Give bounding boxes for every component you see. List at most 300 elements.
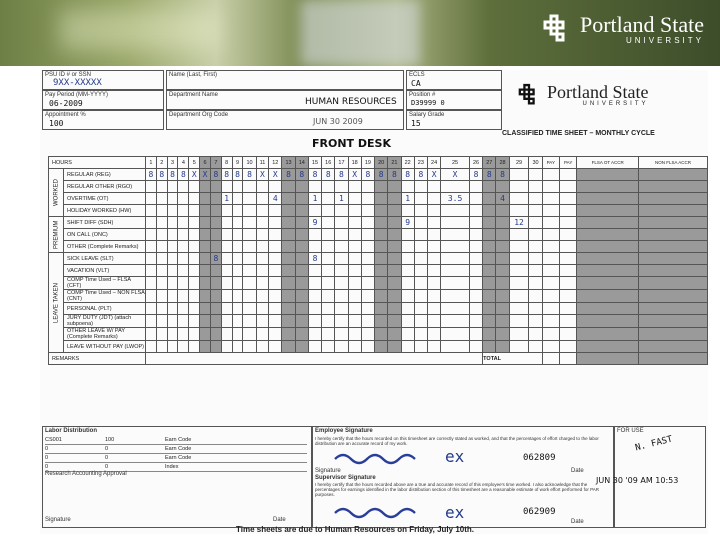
day-cell — [167, 303, 178, 315]
day-cell — [509, 229, 529, 241]
extra-cell — [559, 241, 576, 253]
day-cell — [483, 181, 496, 193]
extra-cell — [639, 290, 708, 303]
day-cell — [361, 303, 374, 315]
day-cell: 8 — [146, 169, 157, 181]
day-cell — [308, 229, 321, 241]
day-cell — [156, 193, 167, 205]
day-cell — [232, 290, 243, 303]
form-title: CLASSIFIED TIME SHEET – MONTHLY CYCLE — [502, 130, 655, 137]
hours-header: HOURS — [49, 157, 146, 169]
day-cell — [401, 277, 414, 290]
row-label: SICK LEAVE (SLT) — [64, 253, 146, 265]
day-cell — [146, 193, 157, 205]
day-cell — [509, 241, 529, 253]
grid-row — [49, 328, 708, 341]
row-label: REGULAR OTHER (RGO) — [64, 181, 146, 193]
labor-index: 0 — [45, 455, 49, 461]
day-cell — [427, 205, 440, 217]
day-cell — [200, 181, 211, 193]
day-cell — [529, 181, 542, 193]
day-cell — [427, 303, 440, 315]
day-cell — [221, 341, 232, 353]
day-cell — [210, 341, 221, 353]
labor-code: Earn Code — [165, 455, 192, 461]
day-cell — [295, 181, 308, 193]
extra-cell — [559, 205, 576, 217]
day-cell — [401, 265, 414, 277]
extra-cell — [639, 265, 708, 277]
remarks-area — [146, 353, 483, 365]
extra-cell — [639, 181, 708, 193]
day-cell — [529, 341, 542, 353]
extra-cell — [639, 169, 708, 181]
day-cell — [178, 217, 189, 229]
day-cell — [243, 328, 256, 341]
day-cell — [469, 315, 482, 328]
day-cell: 8 — [210, 169, 221, 181]
day-cell — [221, 277, 232, 290]
day-cell — [269, 265, 282, 277]
day-cell — [295, 229, 308, 241]
day-cell — [189, 205, 200, 217]
total-cell — [577, 353, 639, 365]
day-cell — [295, 328, 308, 341]
day-cell: X — [200, 169, 211, 181]
day-cell — [232, 229, 243, 241]
day-cell — [483, 315, 496, 328]
day-cell — [167, 328, 178, 341]
day-cell — [469, 241, 482, 253]
day-cell — [529, 277, 542, 290]
day-cell — [375, 241, 388, 253]
day-cell — [414, 315, 427, 328]
day-cell — [388, 193, 401, 205]
day-cell — [348, 290, 361, 303]
day-cell — [441, 277, 470, 290]
day-cell — [496, 229, 509, 241]
day-cell — [189, 241, 200, 253]
day-cell — [414, 229, 427, 241]
extra-cell — [639, 341, 708, 353]
timesheet-document — [40, 70, 708, 534]
day-cell — [178, 241, 189, 253]
grid-row — [49, 205, 708, 217]
extra-cell — [577, 265, 639, 277]
day-cell — [496, 341, 509, 353]
day-header: 27 — [483, 157, 496, 169]
day-cell — [427, 341, 440, 353]
psu-id-label: PSU ID # or SSN — [45, 72, 92, 78]
day-cell — [295, 290, 308, 303]
day-header: 14 — [295, 157, 308, 169]
day-cell: 1 — [335, 193, 348, 205]
day-cell — [388, 241, 401, 253]
day-cell — [388, 341, 401, 353]
day-cell — [210, 181, 221, 193]
day-cell — [189, 217, 200, 229]
day-cell — [221, 315, 232, 328]
extra-cell — [639, 229, 708, 241]
day-cell — [388, 181, 401, 193]
extra-cell — [559, 277, 576, 290]
day-cell — [308, 303, 321, 315]
day-cell — [441, 205, 470, 217]
extra-cell — [577, 253, 639, 265]
day-cell — [427, 253, 440, 265]
day-cell — [243, 217, 256, 229]
day-header: 17 — [335, 157, 348, 169]
section-label: WORKED — [49, 169, 64, 217]
day-cell — [156, 265, 167, 277]
day-cell — [256, 229, 268, 241]
extra-cell — [542, 290, 559, 303]
day-cell: 3.5 — [441, 193, 470, 205]
day-cell — [221, 328, 232, 341]
dept-name-value: HUMAN RESOURCES — [305, 97, 397, 107]
day-cell — [361, 217, 374, 229]
day-cell: 8 — [308, 253, 321, 265]
day-cell — [375, 265, 388, 277]
employee-date-label: Date — [571, 468, 584, 474]
banner-blur — [60, 10, 220, 50]
extra-cell — [559, 265, 576, 277]
day-cell — [529, 205, 542, 217]
day-cell — [469, 217, 482, 229]
pay-period-box — [42, 90, 164, 110]
grid-row — [49, 290, 708, 303]
day-cell — [375, 277, 388, 290]
day-cell — [146, 181, 157, 193]
extra-cell — [542, 341, 559, 353]
day-cell — [256, 181, 268, 193]
total-cell — [559, 353, 576, 365]
day-cell — [414, 277, 427, 290]
day-cell: 4 — [496, 193, 509, 205]
day-cell — [232, 303, 243, 315]
labor-row — [45, 436, 307, 445]
day-cell — [483, 241, 496, 253]
day-header: 26 — [469, 157, 482, 169]
day-cell — [178, 253, 189, 265]
day-cell — [388, 217, 401, 229]
day-cell — [282, 277, 295, 290]
day-cell — [269, 217, 282, 229]
day-cell — [401, 303, 414, 315]
extra-cell — [577, 328, 639, 341]
day-cell — [308, 328, 321, 341]
day-cell — [232, 328, 243, 341]
day-cell: 8 — [221, 169, 232, 181]
extra-cell — [577, 169, 639, 181]
day-cell — [414, 193, 427, 205]
day-cell — [189, 341, 200, 353]
day-cell — [308, 205, 321, 217]
day-cell — [388, 265, 401, 277]
extra-cell — [639, 217, 708, 229]
day-cell — [210, 229, 221, 241]
day-cell — [529, 265, 542, 277]
day-cell — [282, 241, 295, 253]
day-cell: 8 — [361, 169, 374, 181]
day-cell — [146, 315, 157, 328]
day-cell — [232, 241, 243, 253]
total-cell — [542, 353, 559, 365]
day-cell — [529, 253, 542, 265]
day-cell — [146, 253, 157, 265]
day-cell — [322, 181, 335, 193]
research-approval-label: Research Accounting Approval — [45, 471, 127, 477]
day-cell — [256, 241, 268, 253]
day-cell — [483, 193, 496, 205]
extra-cell — [559, 181, 576, 193]
day-cell: 1 — [308, 193, 321, 205]
day-cell — [322, 341, 335, 353]
extra-cell — [639, 205, 708, 217]
day-cell: 1 — [221, 193, 232, 205]
employee-sign-date: 062809 — [523, 453, 556, 463]
day-header: 6 — [200, 157, 211, 169]
day-cell: 8 — [282, 169, 295, 181]
day-cell: 8 — [322, 169, 335, 181]
day-cell — [243, 303, 256, 315]
day-cell — [427, 241, 440, 253]
day-cell — [282, 181, 295, 193]
row-label: SHIFT DIFF (SDH) — [64, 217, 146, 229]
day-cell — [282, 205, 295, 217]
day-cell: 8 — [178, 169, 189, 181]
day-cell — [483, 328, 496, 341]
day-cell — [256, 303, 268, 315]
day-cell — [256, 217, 268, 229]
day-cell — [388, 290, 401, 303]
day-cell — [200, 241, 211, 253]
grid-row — [49, 229, 708, 241]
day-cell — [361, 205, 374, 217]
day-cell — [427, 265, 440, 277]
day-cell — [441, 315, 470, 328]
day-cell — [210, 205, 221, 217]
day-cell — [189, 253, 200, 265]
day-cell — [167, 253, 178, 265]
day-cell — [269, 341, 282, 353]
day-cell — [375, 303, 388, 315]
day-cell — [441, 181, 470, 193]
day-cell — [529, 315, 542, 328]
day-cell — [210, 315, 221, 328]
day-cell — [348, 193, 361, 205]
day-cell — [529, 241, 542, 253]
labor-pct: 0 — [105, 464, 109, 470]
day-cell — [200, 303, 211, 315]
day-cell — [469, 205, 482, 217]
day-cell: 9 — [401, 217, 414, 229]
day-cell — [441, 303, 470, 315]
supervisor-date-label: Date — [571, 519, 584, 525]
day-header: 24 — [427, 157, 440, 169]
day-cell — [361, 229, 374, 241]
day-cell — [401, 253, 414, 265]
appointment-value: 100 — [49, 119, 64, 128]
day-cell — [388, 303, 401, 315]
day-cell — [469, 193, 482, 205]
day-cell — [156, 217, 167, 229]
day-cell — [441, 341, 470, 353]
day-cell — [189, 181, 200, 193]
day-cell — [441, 229, 470, 241]
day-header: 16 — [322, 157, 335, 169]
day-cell — [189, 193, 200, 205]
day-cell — [335, 265, 348, 277]
day-cell — [282, 328, 295, 341]
day-cell — [401, 341, 414, 353]
supervisor-signature: ex — [445, 503, 465, 522]
day-cell — [529, 290, 542, 303]
row-label: VACATION (VLT) — [64, 265, 146, 277]
day-cell: X — [427, 169, 440, 181]
day-cell: 8 — [295, 169, 308, 181]
day-cell — [146, 217, 157, 229]
day-cell — [496, 265, 509, 277]
day-cell — [469, 328, 482, 341]
day-cell — [509, 205, 529, 217]
day-cell — [156, 315, 167, 328]
labor-date-label: Date — [273, 517, 286, 523]
day-cell — [348, 315, 361, 328]
day-cell — [469, 290, 482, 303]
day-cell — [243, 341, 256, 353]
section-label: LEAVE TAKEN — [49, 253, 64, 353]
day-cell — [529, 303, 542, 315]
day-cell — [509, 265, 529, 277]
day-header: 25 — [441, 157, 470, 169]
day-cell — [221, 217, 232, 229]
day-cell — [414, 303, 427, 315]
name-label: Name (Last, First) — [169, 72, 218, 78]
ecls-label: ECLS — [409, 72, 425, 78]
day-header: 7 — [210, 157, 221, 169]
day-cell — [427, 277, 440, 290]
day-cell — [232, 181, 243, 193]
day-cell — [243, 205, 256, 217]
extra-cell — [559, 290, 576, 303]
psu-emblem-icon — [516, 82, 542, 108]
day-cell — [414, 241, 427, 253]
day-header: 15 — [308, 157, 321, 169]
day-cell — [335, 229, 348, 241]
labor-index: 0 — [45, 446, 49, 452]
day-header: 3 — [167, 157, 178, 169]
day-cell — [401, 229, 414, 241]
extra-cell — [542, 265, 559, 277]
day-header: 4 — [178, 157, 189, 169]
day-header: 29 — [509, 157, 529, 169]
extra-cell — [577, 315, 639, 328]
extra-cell — [542, 205, 559, 217]
day-cell — [256, 328, 268, 341]
day-cell — [509, 277, 529, 290]
day-cell — [146, 341, 157, 353]
day-cell: 8 — [243, 169, 256, 181]
grid-row — [49, 315, 708, 328]
day-cell — [200, 205, 211, 217]
day-cell — [256, 253, 268, 265]
day-cell — [414, 205, 427, 217]
day-cell — [469, 253, 482, 265]
day-cell — [282, 217, 295, 229]
day-header: 8 — [221, 157, 232, 169]
day-cell — [156, 241, 167, 253]
labor-row — [45, 445, 307, 454]
day-cell — [509, 290, 529, 303]
day-cell — [295, 217, 308, 229]
extra-cell — [639, 303, 708, 315]
day-cell — [269, 328, 282, 341]
day-cell — [335, 253, 348, 265]
day-header: 2 — [156, 157, 167, 169]
day-header: 1 — [146, 157, 157, 169]
extra-cell — [577, 217, 639, 229]
labor-row — [45, 454, 307, 463]
day-cell: 8 — [496, 169, 509, 181]
day-cell — [375, 205, 388, 217]
extra-cell — [639, 315, 708, 328]
day-cell — [295, 205, 308, 217]
day-cell — [295, 277, 308, 290]
day-cell — [232, 341, 243, 353]
day-cell — [256, 193, 268, 205]
day-cell — [200, 277, 211, 290]
extra-cell — [542, 229, 559, 241]
row-label: COMP Time Used – NON FLSA (CNT) — [64, 290, 146, 303]
grid-row — [49, 241, 708, 253]
day-cell — [427, 328, 440, 341]
day-cell — [308, 181, 321, 193]
day-cell — [200, 193, 211, 205]
day-cell — [295, 241, 308, 253]
day-cell — [156, 277, 167, 290]
day-cell — [189, 290, 200, 303]
psu-id-box — [42, 70, 164, 90]
day-cell — [167, 181, 178, 193]
day-cell — [200, 290, 211, 303]
day-cell — [496, 241, 509, 253]
day-cell — [200, 265, 211, 277]
dept-org-label: Department Org Code — [169, 112, 229, 118]
day-cell — [348, 229, 361, 241]
day-cell — [221, 241, 232, 253]
position-value: D39999 0 — [411, 99, 445, 107]
day-cell — [167, 205, 178, 217]
dept-name-box — [166, 90, 404, 110]
day-cell — [167, 341, 178, 353]
day-cell — [322, 328, 335, 341]
extra-cell — [559, 303, 576, 315]
extra-cell — [542, 315, 559, 328]
labor-pct: 100 — [105, 437, 115, 443]
day-cell — [348, 265, 361, 277]
day-cell — [243, 193, 256, 205]
day-header: 10 — [243, 157, 256, 169]
day-cell — [361, 265, 374, 277]
day-cell — [469, 277, 482, 290]
day-cell — [308, 241, 321, 253]
day-cell — [496, 205, 509, 217]
day-cell — [282, 253, 295, 265]
row-label: PERSONAL (PLT) — [64, 303, 146, 315]
day-cell — [361, 341, 374, 353]
day-cell — [167, 290, 178, 303]
